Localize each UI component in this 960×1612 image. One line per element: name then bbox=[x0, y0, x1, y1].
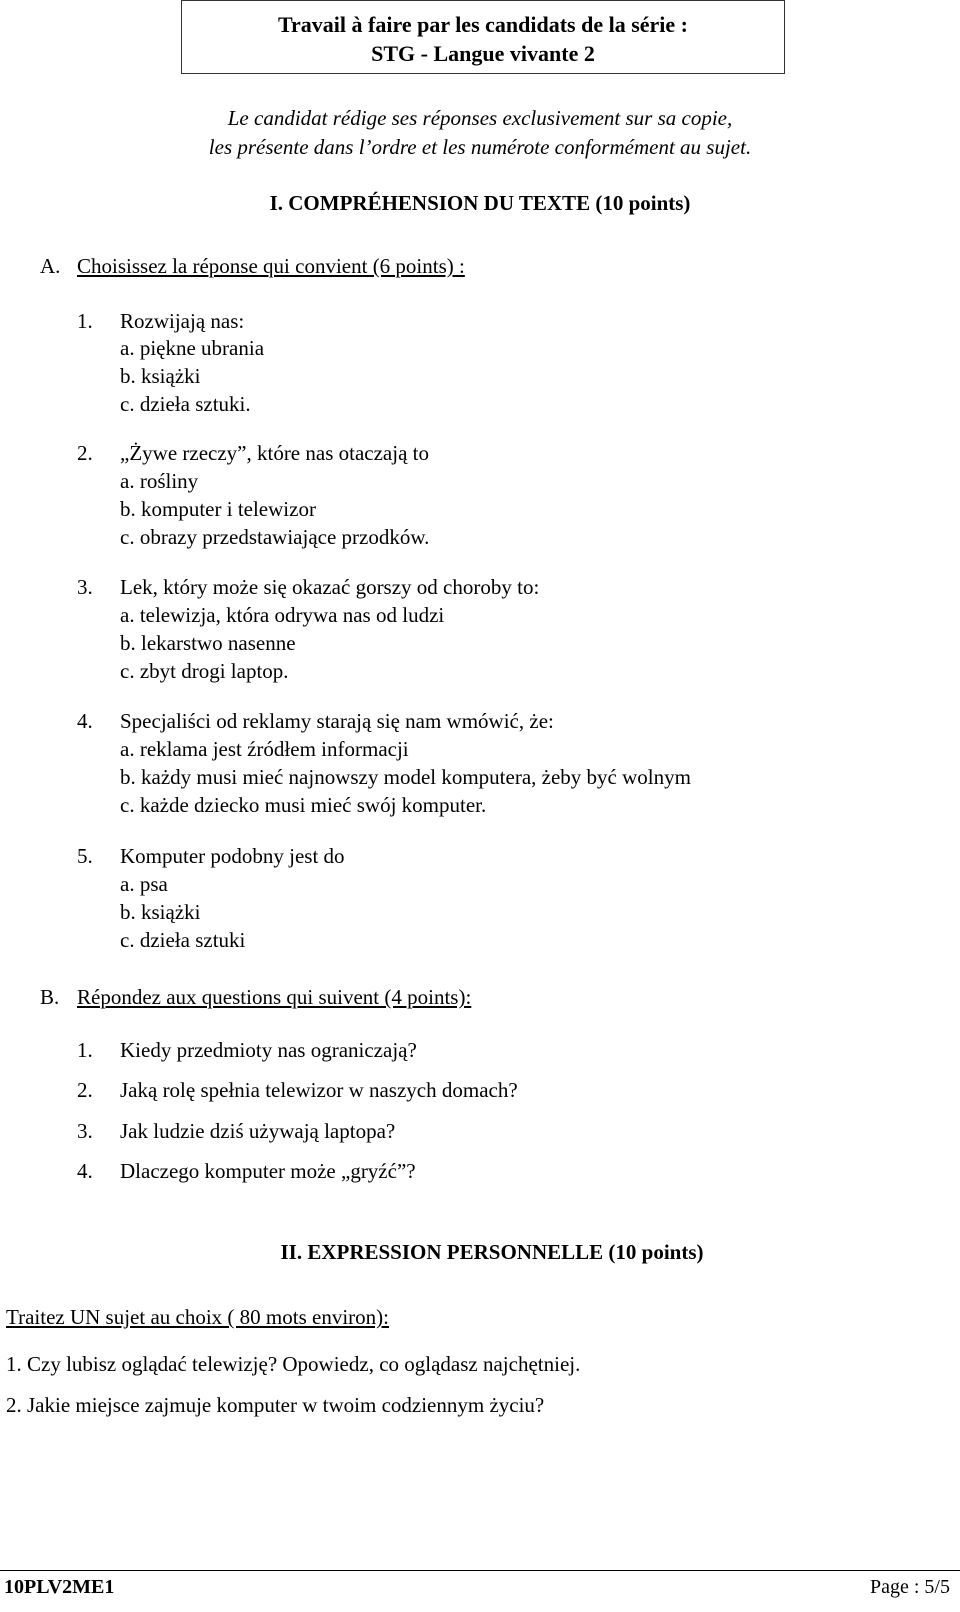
essay-topic: 2. Jakie miejsce zajmuje komputer w twoim codziennym życiu? bbox=[6, 1393, 545, 1417]
section-2-title: II. EXPRESSION PERSONNELLE (10 points) bbox=[280, 1240, 704, 1264]
question-number: 4. bbox=[77, 1159, 93, 1183]
part-b-title: Répondez aux questions qui suivent (4 points): bbox=[77, 985, 472, 1009]
question-number: 1. bbox=[77, 309, 93, 333]
header-line-2: STG - Langue vivante 2 bbox=[371, 41, 595, 66]
question-text: Kiedy przedmioty nas ograniczają? bbox=[120, 1038, 417, 1062]
header-line-1: Travail à faire par les candidats de la série : bbox=[277, 12, 689, 37]
answer-option: a. psa bbox=[120, 872, 168, 896]
answer-option: c. zbyt drogi laptop. bbox=[120, 659, 289, 683]
answer-option: c. dzieła sztuki bbox=[120, 928, 246, 952]
answer-option: b. książki bbox=[120, 900, 201, 924]
answer-option: c. dzieła sztuki. bbox=[120, 392, 251, 416]
answer-option: b. komputer i telewizor bbox=[120, 497, 316, 521]
answer-option: a. piękne ubrania bbox=[120, 336, 265, 360]
question-text: „Żywe rzeczy”, które nas otaczają to bbox=[120, 441, 429, 465]
page-number: Page : 5/5 bbox=[870, 1576, 950, 1598]
instructions-line-2: les présente dans l’ordre et les numérote conformément au sujet. bbox=[208, 135, 752, 159]
answer-option: a. reklama jest źródłem informacji bbox=[120, 737, 409, 761]
question-text: Lek, który może się okazać gorszy od choroby to: bbox=[120, 575, 540, 599]
instructions bbox=[0, 104, 960, 162]
section-2-subtitle: Traitez UN sujet au choix ( 80 mots environ): bbox=[6, 1305, 389, 1329]
answer-option: b. lekarstwo nasenne bbox=[120, 631, 296, 655]
question-number: 2. bbox=[77, 441, 93, 465]
question-number: 5. bbox=[77, 844, 93, 868]
question-text: Rozwijają nas: bbox=[120, 309, 245, 333]
section-1-title: I. COMPRÉHENSION DU TEXTE (10 points) bbox=[269, 191, 691, 215]
answer-option: c. obrazy przedstawiające przodków. bbox=[120, 525, 430, 549]
question-number: 2. bbox=[77, 1078, 93, 1102]
answer-option: c. każde dziecko musi mieć swój komputer. bbox=[120, 793, 487, 817]
footer-rule bbox=[0, 1570, 960, 1571]
header-box bbox=[181, 0, 785, 74]
part-a-title: Choisissez la réponse qui convient (6 points) : bbox=[77, 254, 465, 278]
question-text: Dlaczego komputer może „gryźć”? bbox=[120, 1159, 416, 1183]
question-number: 1. bbox=[77, 1038, 93, 1062]
answer-option: a. telewizja, która odrywa nas od ludzi bbox=[120, 603, 445, 627]
answer-option: a. rośliny bbox=[120, 469, 199, 493]
part-a-letter: A. bbox=[40, 254, 61, 278]
question-text: Jaką rolę spełnia telewizor w naszych domach? bbox=[120, 1078, 518, 1102]
essay-topic: 1. Czy lubisz oglądać telewizję? Opowiedz, co oglądasz najchętniej. bbox=[6, 1352, 581, 1376]
question-number: 3. bbox=[77, 575, 93, 599]
instructions-line-1: Le candidat rédige ses réponses exclusivement sur sa copie, bbox=[227, 106, 733, 130]
part-b-letter: B. bbox=[40, 985, 60, 1009]
question-text: Specjaliści od reklamy starają się nam wmówić, że: bbox=[120, 709, 554, 733]
question-number: 4. bbox=[77, 709, 93, 733]
question-number: 3. bbox=[77, 1119, 93, 1143]
question-text: Jak ludzie dziś używają laptopa? bbox=[120, 1119, 396, 1143]
answer-option: b. każdy musi mieć najnowszy model komputera, żeby być wolnym bbox=[120, 765, 691, 789]
question-text: Komputer podobny jest do bbox=[120, 844, 345, 868]
answer-option: b. książki bbox=[120, 364, 201, 388]
footer-code: 10PLV2ME1 bbox=[4, 1576, 115, 1598]
